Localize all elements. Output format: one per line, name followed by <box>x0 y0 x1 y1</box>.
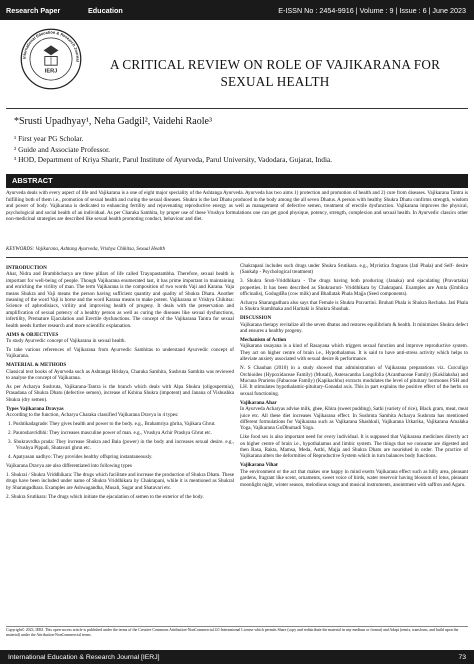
affiliation-3: ³ HOD, Department of Kriya Sharir, Parul Institute of Ayurveda, Parul University, Vadodara, Gujarat, India. <box>14 155 333 164</box>
paragraph: 2. Shukra Srutikara: The drugs which initiate the ejaculation of semen to the exterior of the body. <box>6 493 204 500</box>
paragraph: Vajikarana therapy revitalize all the seven dhatus and restores equilibrium & health. It minimizes Shukra defect and ensures a healthy progeny. <box>240 321 468 335</box>
section-heading: MATERIAL & METHODS <box>6 362 67 369</box>
paragraph: 3. Shukra Sruti-Vriddhikara - The drugs having both producing (Janaka) and ejaculating (Pravartaka) properties. It has been described as Shukrasruti- Vriddhikara by Chakrapani. Examples are Amla (Emblica officinalis), GodugdBa (cow milk) and Bhallatak Phala Majja (Seed components). <box>240 278 468 298</box>
journal-footer-bar <box>0 650 474 664</box>
section-heading: Types Vajikarana Dravyas <box>6 405 64 412</box>
section-heading: DISCUSSION <box>240 315 272 322</box>
authors-line: *Srusti Upadhyay¹, Neha Gadgil², Vaidehi Raole³ <box>14 116 212 127</box>
paragraph: 4. Apatyasan uadhyo: They provides healthy offspring instantaneously. <box>8 454 153 461</box>
section-heading: Mechanism of Action <box>240 337 287 344</box>
journal-name: International Education & Research Journal [IERJ] <box>8 653 160 661</box>
paper-title: A CRITICAL REVIEW ON ROLE OF VAJIKARANA FOR SEXUAL HEALTH <box>109 57 441 89</box>
paragraph: Ahar, Nidra and Brambhcharya are three pillars of life called Trayopastambha. Therefore, sexual health is important for well-being of people. Though Vajikarana enumerated last, it has prime important in maintaining and enriching the virility of man. The term Vajikarana is the composition of two words Vaji and Karana. Vaja means Shukra and Vaji means the person having sufficient quantity and quality of Shukra Dhatu. Another meaning of the word Vaji is horse and the word Karana means to make potent. Vajikarana or Vrishya Chikitsa: Science of aphrodisiacs, virility and improving health of progeny. It deals with the preservation and amplification of sexual potency of a healthy person as well as curing the diseases like sexual dysfunctions, infertility, Premature Ejaculation and Erectile dysfunctions. The concept of the Vajikarana Tantra for sexual health needs further research and more scientific explanation. <box>6 271 234 329</box>
paragraph: Classical text books of Ayurveda such as Ashtanga Hridaya, Charaka Samhita, Sushruta Samhita was reviewed to analyse the concept of Vajikarana. <box>6 368 234 381</box>
paragraph: Vajikarana rasayana is a kind of Rasayana which triggers sexual function and improve reproductive system. They act on higher centre of brain i.e., Hypothalamus. It is said to have anti-stress activity which helps to alleviate anxiety associated with sexual desire & performance. <box>240 343 468 363</box>
keywords-divider <box>6 257 468 258</box>
journal-logo <box>20 28 82 90</box>
paragraph: 2. Pauroshavridhhi: They increases masculine power of man. e.g., Vrushya Achir Prashya Ghrut etc. <box>8 429 212 436</box>
issue-info: E-ISSN No : 2454-9916 | Volume : 9 | Issue : 6 | June 2023 <box>278 5 466 15</box>
section-heading: AIMS & OBJECTIVES <box>6 331 59 338</box>
paragraph: According to the function, Acharya Charaka classified Vajikarana Dravya in 4 types: <box>6 412 179 419</box>
paragraph: Acharya Sharangadhara also says that Female is Shukra Pravartini. Bruhati Phala is Shukra Rechaka. Jati Phala is Shukra Stambhaka and Haritaki is Shukra Shoshak. <box>240 300 468 313</box>
paragraph: Vajikarana Dravya are also differentiated into following types <box>6 462 132 469</box>
paragraph: 3. Shukravrdha prada: They increase Shukra and Bala (power) in the body and increases sexual desire. e.g., Vrushya Pippali, Shatavari ghrut etc. <box>8 438 234 452</box>
paragraph: Like food sex is also important need for every individual. It is supposed that Vajikarana medicines directly act on higher centre of brain i.e., hypothalamus and limbic system. The things that we consume are digested and then Rasa, Rakta, Mamsa, Meda, Asthi, Majja and Shukra Dhatu are nourished in order. The practice of Vajikarana alters the deformities of Reproductive System which in turn balances body functions. <box>240 434 468 460</box>
page-number: 73 <box>458 653 466 661</box>
journal-header-bar <box>0 0 474 20</box>
affiliation-2: ² Guide and Associate Professor. <box>14 144 111 154</box>
paper-type-label: Research Paper <box>6 5 61 15</box>
paragraph: N. S Chauhan (2010) in a study showed that administration of Vajikarana preparations viz. Curculigo Orchioides (Hypoxidaceae Family) (Musali), Asteracantha Longifolia (Acanthaceae Family) (Kokilaksha) and Mucuna Pruriens (Fabaceae Family) (Kapikachhu) extracts modulates the level of pituitary hormones FSH and LH. It stimulates hypothalamic-pituitary-Gonadal axis. This in part explains the positive effect of the herbs on sexual functioning. <box>240 365 468 397</box>
paragraph: 1. Pushtikadagrade: They gives health and power to the body. e.g., Brahamriya ghrita, Vajikara Ghrut. <box>8 420 216 427</box>
keywords: KEYWORDS: Vajikarana, Ashtang Ayurveda, Vrishya Chikitsa, Sexual Health <box>6 246 166 252</box>
subject-label: Education <box>88 5 123 15</box>
abstract-body: Ayurveda deals with every aspect of life and Vajikarana is a one of eight major speciality of the Ashtanga Ayurveda. Ayurveda has two aims 1) protection and promotion of health and 2) cure from diseases. Vajikarana Tantra is fulfilling both of them i.e., promotion of sexual health and curing the sexual diseases. Shukra is the last Dhatu produced in the body among the all seven Dhatus. A person with healthy Shukra Dhatu confirms strength, wisdom and power of body. Vajikarana is dedicated to enhancing fertility and rejuvenating reproductive energy as well as management of defective semen, treatment of erectile dysfunction. Vajikarana improves the physical, psychological and social health of an individual. As per Charaka Samhita, by proper use of these Vrushya formulations one can get good physique, potency, strength, complexion and sexual health. In Ayurvedic classics other non-medicinal strategies are described like sexual health promoting conduct, behaviour and diet. <box>6 190 468 223</box>
affiliations <box>14 134 332 166</box>
section-heading: Vajikarana Vihar <box>240 462 279 469</box>
paragraph: To study Ayurvedic concept of Vajikarana in sexual health. <box>6 337 126 344</box>
svg-text:International Education & Rese: International Education & Research Journal <box>21 29 81 63</box>
right-column <box>240 263 468 623</box>
copyright-notice: Copyright© 2023, IERJ. This open-access article is published under the terms of the Creative Commons Attribution-NonCommercial 4.0 International License which permits Share (copy and redistribute the material in any medium or format) and Adapt (remix, transform, and build upon the material) under the Attribution-NonCommercial terms. <box>6 626 468 638</box>
section-heading: INTRODUCTION <box>6 265 47 271</box>
affiliation-1: ¹ First year PG Scholar. <box>14 134 84 143</box>
abstract-heading: ABSTRACT <box>6 174 468 188</box>
svg-text:IERJ: IERJ <box>44 68 58 75</box>
left-column <box>6 263 234 623</box>
paragraph: In Ayurveda Acharyas advise milk, ghee, Khira (sweet pudding), Sathi (variety of rice), Black gram, meat, meat juice etc. All these diet increases Vajikarana effect. In Sushruta Samhita Acharya Sushruta has mentioned different formulations for Vajikarana such as Vajikarana Shashkuli, Vajikarana Utkarika, Vajikarana Amalaka Yoga, Vajikarana GoDhumadi Yoga. <box>240 406 468 432</box>
paragraph: The environment or the act that makes one happy in mind exerts Vajikarana effect such as hilly area, pleasant gardens, fragrant like scent, ornaments, sweet voice of birds, water reservoir having blossom of lotus, pleasant moonlight night, winter season, melodious songs and musical instruments, anointment with saffron and Agaru. <box>240 468 468 488</box>
paragraph: To take various references of Vajikarana from Ayurvedic Samhitas to understand Ayurvedic concept of Vajikarana. <box>6 346 234 360</box>
title-divider <box>6 108 468 109</box>
section-heading: Vajikarana Ahar <box>240 399 277 406</box>
paragraph: 1. Shukral / Shukra Vriddhikara: The drugs which facilitate and increase the production of Shukra Dhatu. These drugs have been included under name of Shukra Vriddhikara by Chakrapani, while it is mentioned as Shukral by Sharangadhara. Examples are Ashwagandha, Musali, Sugar and Shatavari etc. <box>6 471 234 491</box>
paragraph: As per Acharya Sushruta, Vajikarana-Tantra is the branch which deals with Alpa Shukra (oligospermia), Prasadana of Shukra Dhatu (defective semen), increase of Kshina Shukra (impotent) and Janana of Vishushka Shukra (dry semen). <box>6 383 234 403</box>
paragraph: Chakrapani includes such drugs under Shukra Srutikara. e.g., Myristica fragrans (Jati Phala) and Self- desire (Sankalp - Psychological treatment) <box>240 263 468 276</box>
